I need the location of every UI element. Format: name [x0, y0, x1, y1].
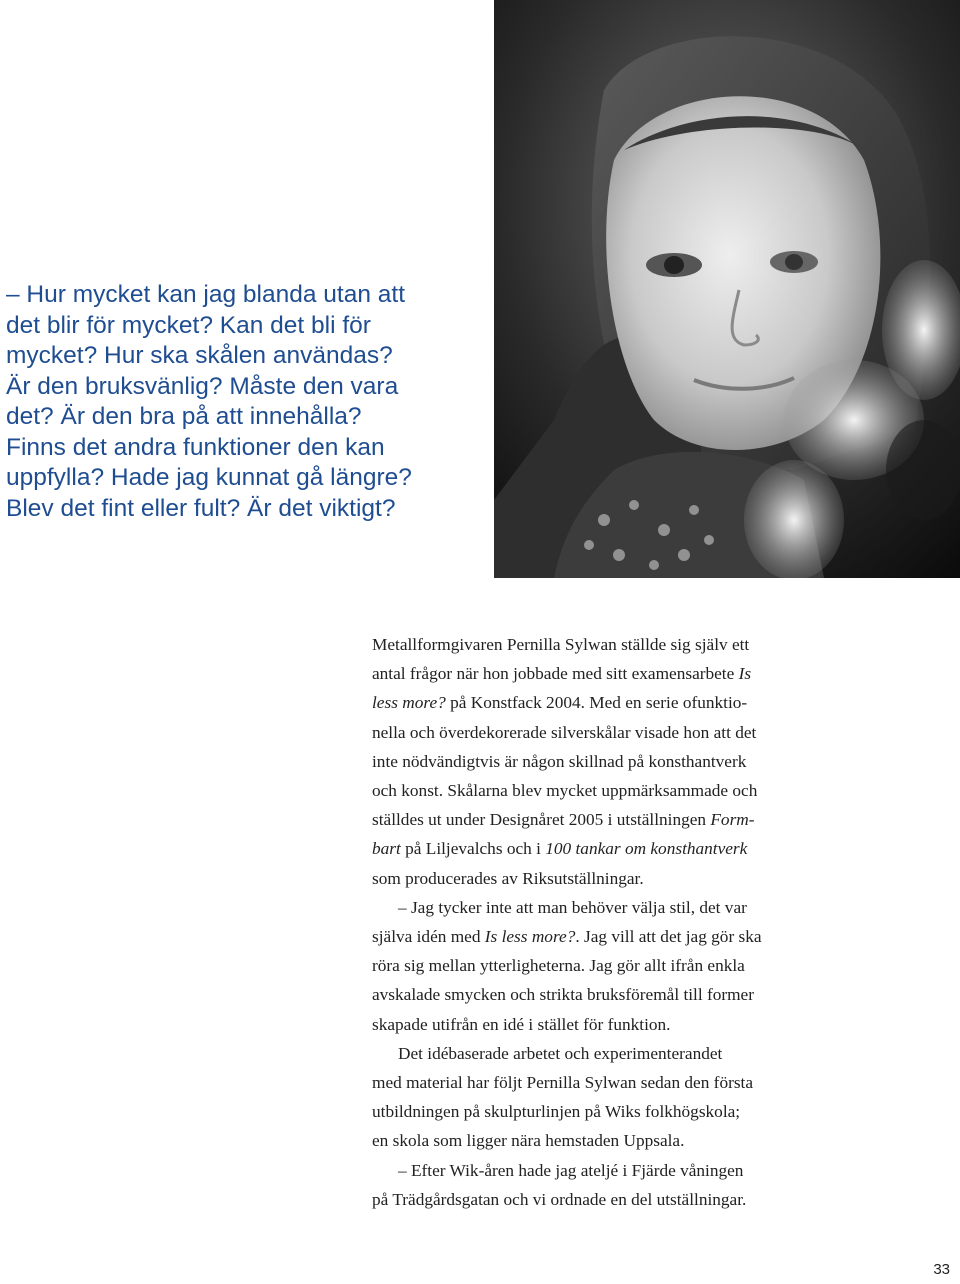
body-line: en skola som ligger nära hemstaden Uppsala. — [372, 1131, 685, 1151]
body-line: Det idébaserade arbetet och experimenterandet — [398, 1043, 723, 1063]
pull-quote-line: Blev det fint eller fult? Är det viktigt? — [6, 494, 396, 522]
body-line: inte nödvändigtvis är någon skillnad på konsthantverk — [372, 751, 747, 771]
page-number: 33 — [933, 1261, 950, 1278]
pull-quote-line: Är den bruksvänlig? Måste den vara — [6, 372, 399, 400]
exhibition-title: Is — [738, 664, 752, 684]
body-line: Metallformgivaren Pernilla Sylwan ställde sig själv ett — [372, 635, 750, 654]
body-line: bart på Liljevalchs och i 100 tankar om konsthantverk — [372, 839, 748, 859]
exhibition-title: Form- — [710, 810, 755, 830]
publication-title: 100 tankar om konsthantverk — [545, 839, 748, 859]
pull-quote-line: uppfylla? Hade jag kunnat gå längre? — [6, 464, 412, 491]
article-body — [372, 630, 842, 1214]
body-line: antal frågor när hon jobbade med sitt examensarbete Is — [372, 664, 752, 684]
body-line: avskalade smycken och strikta bruksföremål till former — [372, 985, 754, 1005]
body-line: som producerades av Riksutställningar. — [372, 868, 644, 888]
exhibition-title: bart — [372, 839, 401, 859]
pull-quote-line: mycket? Hur ska skålen användas? — [6, 342, 393, 369]
body-line: och konst. Skålarna blev mycket uppmärksammade och — [372, 781, 758, 801]
body-line: på Trädgårdsgatan och vi ordnade en del utställningar. — [372, 1189, 747, 1209]
body-line: med material har följt Pernilla Sylwan sedan den första — [372, 1073, 754, 1093]
pull-quote-line: – Hur mycket kan jag blanda utan att — [6, 281, 406, 308]
portrait-photo — [494, 0, 960, 578]
exhibition-title: less more? — [372, 693, 446, 713]
exhibition-title: Is less more? — [484, 927, 576, 947]
body-line: – Efter Wik-åren hade jag ateljé i Fjärde våningen — [398, 1160, 744, 1180]
pull-quote-line: det blir för mycket? Kan det bli för — [6, 311, 371, 339]
body-line: röra sig mellan ytterligheterna. Jag gör allt ifrån enkla — [372, 956, 745, 976]
pull-quote-line: Finns det andra funktioner den kan — [6, 433, 385, 461]
body-line: less more? på Konstfack 2004. Med en serie ofunktio- — [372, 693, 748, 713]
body-line: utbildningen på skulpturlinjen på Wiks folkhögskola; — [372, 1102, 741, 1122]
body-line: – Jag tycker inte att man behöver välja stil, det var — [398, 897, 747, 917]
body-line: själva idén med Is less more?. Jag vill att det jag gör ska — [372, 927, 762, 947]
body-line: skapade utifrån en idé i stället för funktion. — [372, 1014, 671, 1034]
body-line: nella och överdekorerade silverskålar visade hon att det — [372, 722, 757, 742]
pull-quote — [6, 280, 476, 524]
pull-quote-line: det? Är den bra på att innehålla? — [6, 403, 362, 430]
body-line: ställdes ut under Designåret 2005 i utställningen Form- — [372, 810, 755, 830]
